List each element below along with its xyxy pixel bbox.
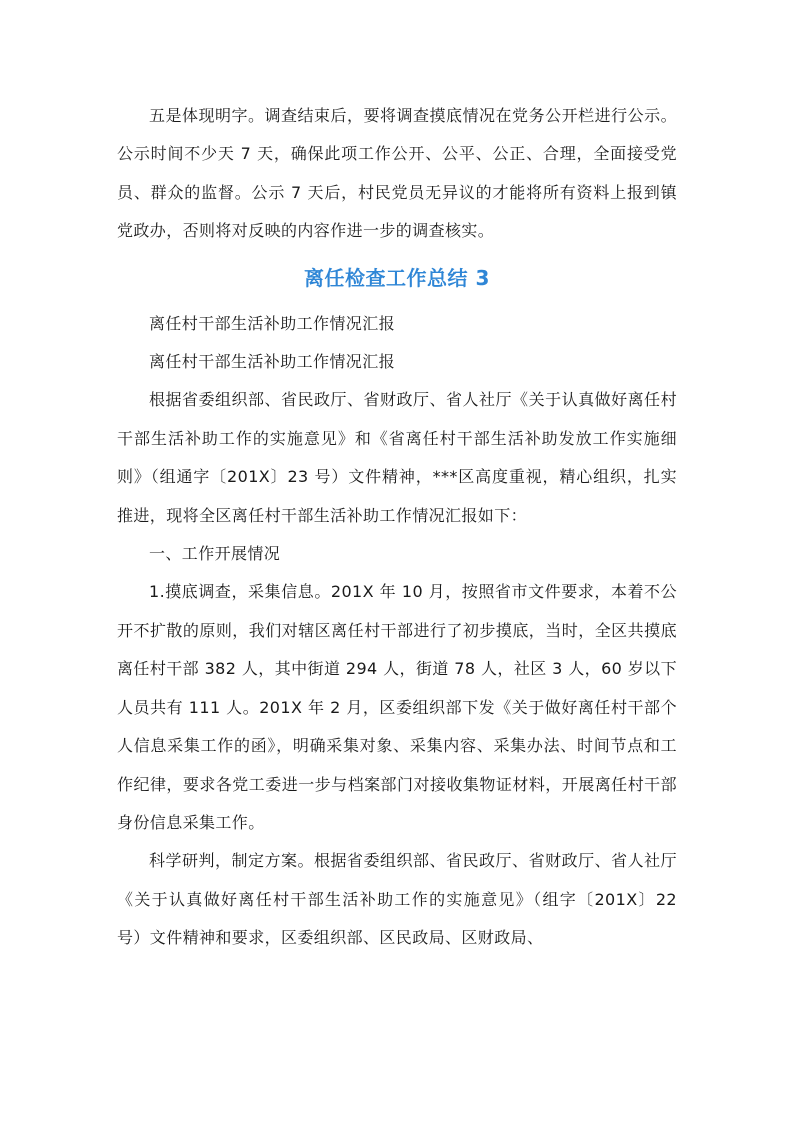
paragraph-basis: 根据省委组织部、省民政厅、省财政厅、省人社厅《关于认真做好离任村干部生活补助工作的实施意见》和《省离任村干部生活补助发放工作实施细则》（组通字〔201X〕23 号）文件精神，***区高度重视，精心组织，扎实推进，现将全区离任村干部生活补助工作情况汇报如下： bbox=[117, 390, 677, 525]
paragraph-public-notice: 五是体现明字。调查结束后，要将调查摸底情况在党务公开栏进行公示。公示时间不少天 7 天，确保此项工作公开、公平、公正、合理，全面接受党员、群众的监督。公示 7 天后，村民党员无异议的才能将所有资料上报到镇党政办，否则将对反映的内容作进一步的调查核实。 bbox=[117, 106, 677, 241]
paragraph-section-heading: 一、工作开展情况 bbox=[149, 544, 281, 564]
section-title: 离任检查工作总结 3 bbox=[304, 265, 490, 290]
paragraph-plan: 科学研判，制定方案。根据省委组织部、省民政厅、省财政厅、省人社厅《关于认真做好离任村干部生活补助工作的实施意见》（组字〔201X〕22 号）文件精神和要求，区委组织部、区民政局、区财政局、 bbox=[117, 851, 677, 948]
paragraph-report-title: 离任村干部生活补助工作情况汇报 bbox=[149, 313, 396, 333]
paragraph-report-subtitle: 离任村干部生活补助工作情况汇报 bbox=[149, 352, 396, 372]
paragraph-survey: 1.摸底调查，采集信息。201X 年 10 月，按照省市文件要求，本着不公开不扩散的原则，我们对辖区离任村干部进行了初步摸底，当时，全区共摸底离任村干部 382 人，其中街道 294 人，街道 78 人，社区 3 人，60 岁以下人员共有 111 人。201X 年 2 月，区委组织部下发《关于做好离任村干部个人信息采集工作的函》，明确采集对象、采集内容、采集办法、时间节点和工作纪律，要求各党工委进一步与档案部门对接收集物证材料，开展离任村干部身份信息采集工作。 bbox=[117, 582, 677, 832]
document-page bbox=[117, 97, 677, 958]
